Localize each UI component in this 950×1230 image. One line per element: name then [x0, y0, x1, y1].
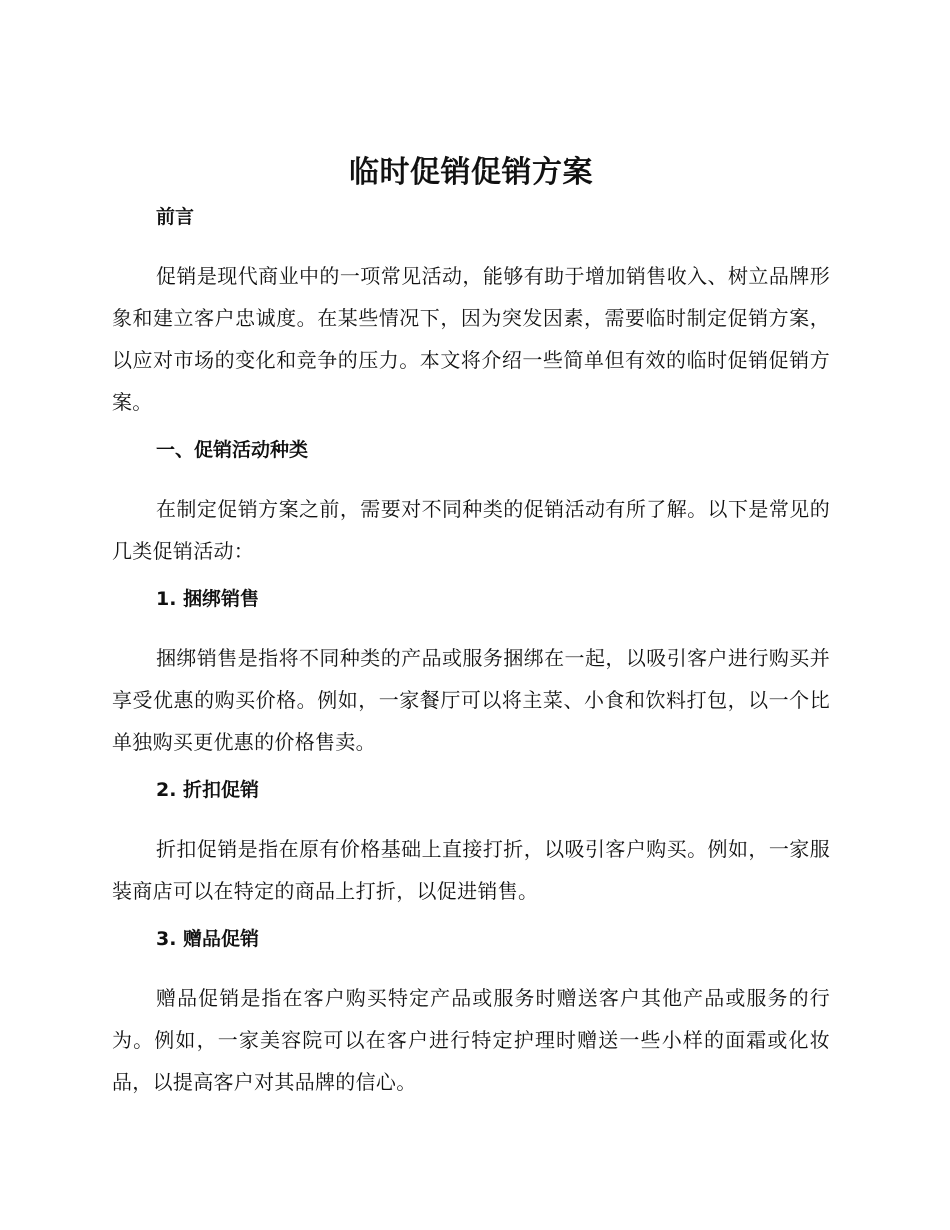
- section-paragraph-gift-promotion: 赠品促销是指在客户购买特定产品或服务时赠送客户其他产品或服务的行为。例如，一家美容院可以在客户进行特定护理时赠送一些小样的面霜或化妆品，以提高客户对其品牌的信心。: [112, 986, 830, 1094]
- section-heading-discount-promotion: 2. 折扣促销: [156, 779, 260, 801]
- section-heading-bundle-sales: 1. 捆绑销售: [156, 588, 260, 610]
- section-paragraph-discount-promotion: 折扣促销是指在原有价格基础上直接打折，以吸引客户购买。例如，一家服装商店可以在特定的商品上打折，以促进销售。: [112, 837, 830, 903]
- document-body: [112, 150, 830, 1115]
- section-heading-gift-promotion: 3. 赠品促销: [156, 928, 260, 950]
- section-heading-promotion-types: 一、促销活动种类: [156, 439, 309, 461]
- section-paragraph-preface: 促销是现代商业中的一项常见活动，能够有助于增加销售收入、树立品牌形象和建立客户忠诚度。在某些情况下，因为突发因素，需要临时制定促销方案，以应对市场的变化和竞争的压力。本文将介绍一些简单但有效的临时促销促销方案。: [112, 264, 830, 414]
- section-heading-preface: 前言: [156, 206, 195, 228]
- document-title: 临时促销促销方案: [349, 155, 593, 190]
- section-paragraph-bundle-sales: 捆绑销售是指将不同种类的产品或服务捆绑在一起，以吸引客户进行购买并享受优惠的购买价格。例如，一家餐厅可以将主菜、小食和饮料打包，以一个比单独购买更优惠的价格售卖。: [112, 646, 830, 754]
- section-paragraph-promotion-types: 在制定促销方案之前，需要对不同种类的促销活动有所了解。以下是常见的几类促销活动：: [112, 497, 830, 563]
